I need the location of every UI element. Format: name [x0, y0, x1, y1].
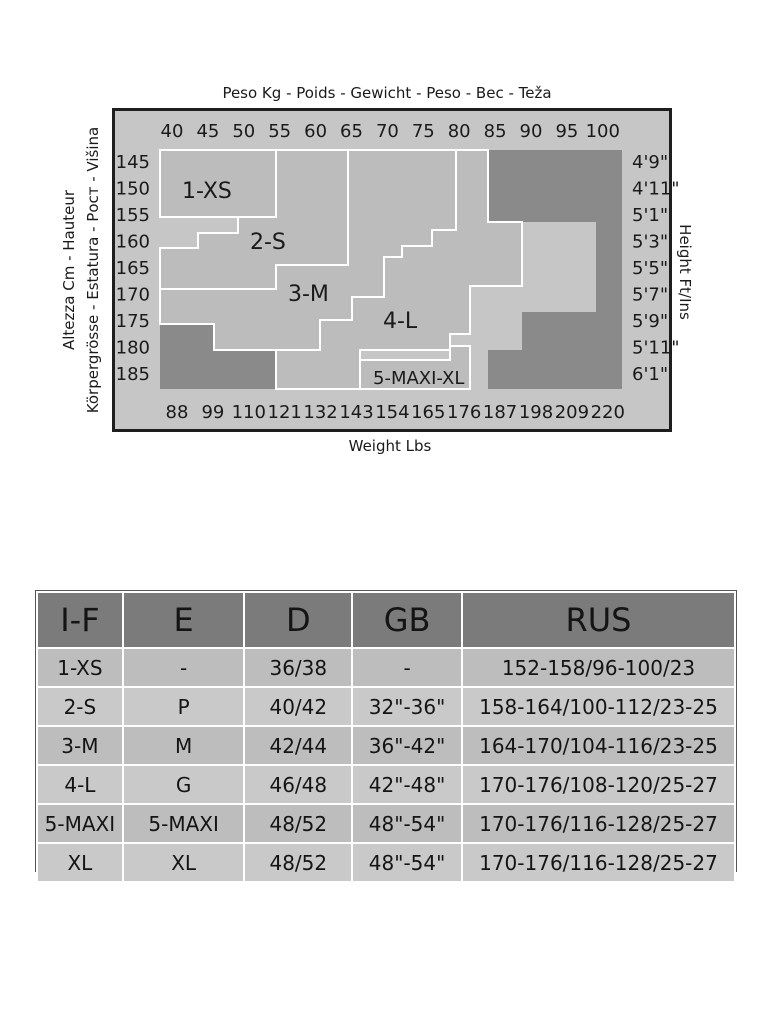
ft-tick-label: 4'9": [632, 152, 669, 173]
header-d: D: [244, 592, 352, 648]
cell-rus: 164-170/104-116/23-25: [462, 726, 735, 765]
ft-tick-label: 5'3": [632, 231, 669, 253]
table-row: [37, 843, 735, 882]
cm-tick-label: 155: [115, 205, 150, 226]
cell-i-f: 3-M: [37, 726, 123, 765]
zone-label-1-xs: 1-XS: [182, 179, 232, 204]
header-gb: GB: [352, 592, 462, 648]
zone-label-4-l: 4-L: [383, 309, 418, 334]
cell-d: 36/38: [244, 648, 352, 687]
cell-d: 48/52: [244, 843, 352, 882]
kg-tick-label: 95: [555, 121, 579, 142]
zone-label-2-s: 2-S: [250, 230, 286, 255]
cell-d: 48/52: [244, 804, 352, 843]
kg-tick-label: 50: [232, 121, 256, 142]
height-cm-label-languages: Körpergrösse - Estatura - Рост - Višina: [84, 126, 102, 414]
cm-tick-label: 165: [115, 258, 150, 279]
cell-gb: -: [352, 648, 462, 687]
lbs-tick-label: 176: [447, 402, 482, 423]
cm-tick-label: 175: [115, 311, 150, 332]
table-header-row: [37, 592, 735, 648]
lbs-tick-label: 154: [375, 402, 410, 423]
cm-tick-label: 150: [115, 178, 150, 200]
lbs-tick-label: 165: [411, 402, 446, 423]
ft-tick-label: 5'9": [632, 311, 669, 332]
kg-tick-label: 40: [160, 121, 184, 142]
lbs-tick-label: 187: [482, 402, 518, 423]
lbs-tick-label: 121: [267, 402, 302, 423]
cell-gb: 36"-42": [352, 726, 462, 765]
size-conversion-table: [36, 591, 736, 883]
cell-gb: 48"-54": [352, 843, 462, 882]
kg-tick-label: 70: [375, 121, 399, 142]
cell-e: M: [123, 726, 245, 765]
cell-e: XL: [123, 843, 245, 882]
lbs-tick-label: 220: [590, 402, 625, 423]
cell-e: 5-MAXI: [123, 804, 245, 843]
cell-gb: 32"-36": [352, 687, 462, 726]
ft-tick-label: 5'1": [632, 205, 669, 226]
cell-i-f: XL: [37, 843, 123, 882]
cell-i-f: 5-MAXI: [37, 804, 123, 843]
kg-tick-label: 80: [447, 121, 471, 142]
cm-tick-label: 180: [115, 337, 150, 359]
weight-kg-label: Peso Kg - Poids - Gewicht - Peso - Вес - Teža: [222, 84, 552, 102]
lbs-tick-label: 143: [339, 402, 374, 423]
kg-tick-label: 85: [483, 121, 507, 142]
cell-gb: 42"-48": [352, 765, 462, 804]
cell-rus: 152-158/96-100/23: [462, 648, 735, 687]
cell-i-f: 2-S: [37, 687, 123, 726]
lbs-tick-label: 198: [518, 402, 554, 423]
cell-e: G: [123, 765, 245, 804]
table-body: [37, 648, 735, 882]
kg-tick-label: 45: [196, 121, 220, 142]
table-row: [37, 726, 735, 765]
cm-tick-label: 160: [115, 231, 150, 253]
cm-tick-label: 145: [115, 152, 150, 173]
header-i-f: I-F: [37, 592, 123, 648]
cell-i-f: 4-L: [37, 765, 123, 804]
kg-tick-label: 55: [268, 121, 292, 142]
cell-i-f: 1-XS: [37, 648, 123, 687]
zone-label-3-m: 3-M: [288, 282, 329, 307]
zone-label-5-maxi-xl: 5-MAXI-XL: [373, 368, 465, 389]
lbs-tick-label: 110: [231, 402, 266, 423]
table-row: [37, 648, 735, 687]
cm-tick-label: 185: [115, 364, 150, 385]
table-row: [37, 687, 735, 726]
weight-lbs-label: Weight Lbs: [348, 437, 432, 455]
lbs-tick-label: 132: [303, 402, 338, 423]
cell-d: 42/44: [244, 726, 352, 765]
lbs-tick-labels: [166, 402, 625, 423]
ft-tick-labels: [632, 152, 680, 385]
height-ft-label: Height Ft/Ins: [676, 224, 694, 320]
header-rus: RUS: [462, 592, 735, 648]
cm-tick-labels: [116, 152, 150, 385]
kg-tick-label: 60: [304, 121, 328, 142]
size-chart: [0, 0, 767, 460]
cell-rus: 170-176/116-128/25-27: [462, 843, 735, 882]
height-cm-label: Altezza Cm - Hauteur: [60, 189, 78, 351]
cell-rus: 158-164/100-112/23-25: [462, 687, 735, 726]
cell-e: -: [123, 648, 245, 687]
kg-tick-label: 90: [519, 121, 543, 142]
ft-tick-label: 5'5": [632, 258, 669, 279]
cell-gb: 48"-54": [352, 804, 462, 843]
cell-rus: 170-176/116-128/25-27: [462, 804, 735, 843]
lbs-tick-label: 88: [165, 402, 189, 423]
cell-d: 40/42: [244, 687, 352, 726]
ft-tick-label: 4'11": [632, 178, 680, 200]
lbs-tick-label: 209: [554, 402, 590, 423]
cell-e: P: [123, 687, 245, 726]
kg-tick-label: 65: [340, 121, 363, 142]
lbs-tick-label: 99: [201, 402, 225, 423]
header-e: E: [123, 592, 245, 648]
table-row: [37, 765, 735, 804]
cell-rus: 170-176/108-120/25-27: [462, 765, 735, 804]
kg-tick-label: 100: [585, 121, 620, 142]
table-row: [37, 804, 735, 843]
ft-tick-label: 6'1": [632, 364, 669, 385]
kg-tick-label: 75: [411, 121, 435, 142]
ft-tick-label: 5'7": [632, 284, 669, 306]
cm-tick-label: 170: [115, 284, 150, 306]
ft-tick-label: 5'11": [632, 337, 680, 359]
cell-d: 46/48: [244, 765, 352, 804]
